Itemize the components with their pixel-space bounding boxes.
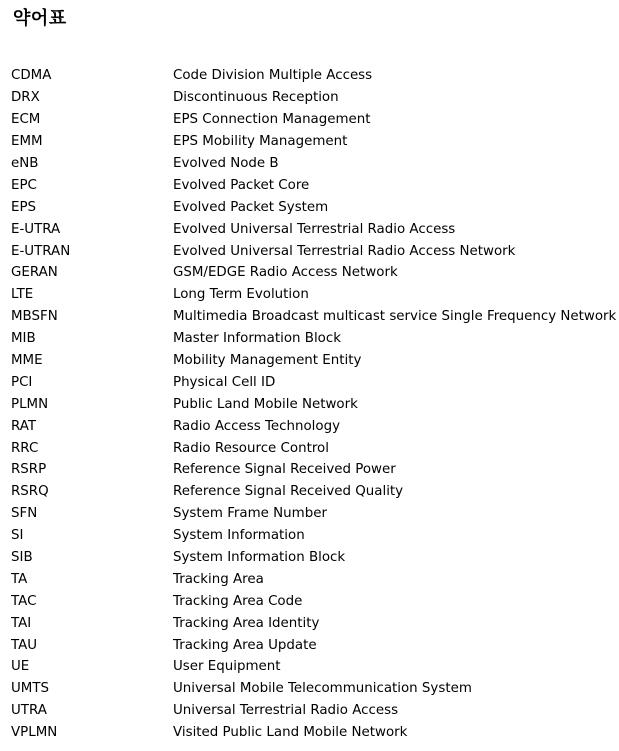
abbreviation-term: EPS	[11, 199, 37, 215]
abbreviation-term: ECM	[11, 112, 41, 128]
abbreviation-term: E-UTRA	[11, 221, 61, 237]
abbreviation-row	[11, 65, 615, 87]
abbreviation-definition: Master Information Block	[173, 331, 341, 347]
abbreviation-row	[11, 612, 615, 634]
abbreviation-term: UMTS	[11, 681, 50, 697]
abbreviation-term: EMM	[11, 134, 43, 150]
abbreviation-definition: Radio Access Technology	[173, 418, 340, 434]
abbreviation-term: UE	[11, 659, 30, 675]
abbreviation-term: RAT	[11, 418, 37, 434]
abbreviation-definition: Evolved Packet System	[173, 199, 329, 215]
abbreviation-term: MME	[11, 353, 43, 369]
abbreviation-row	[11, 218, 615, 240]
abbreviation-term: TAI	[11, 615, 32, 631]
abbreviation-row	[11, 350, 615, 372]
abbreviation-definition: Visited Public Land Mobile Network	[173, 725, 408, 741]
abbreviation-definition: Code Division Multiple Access	[173, 68, 373, 84]
abbreviation-term: PCI	[11, 374, 33, 390]
abbreviation-term: LTE	[11, 287, 34, 303]
abbreviation-term: VPLMN	[11, 725, 58, 741]
abbreviation-term: PLMN	[11, 396, 49, 412]
abbreviation-definition: Tracking Area Code	[173, 593, 303, 609]
abbreviation-row	[11, 459, 615, 481]
abbreviation-definition: Reference Signal Received Quality	[173, 484, 404, 500]
abbreviation-term: GERAN	[11, 265, 58, 281]
abbreviation-row	[11, 656, 615, 678]
abbreviation-definition: GSM/EDGE Radio Access Network	[173, 265, 398, 281]
abbreviation-term: MIB	[11, 331, 36, 347]
abbreviation-definition: System Frame Number	[173, 506, 327, 522]
abbreviation-row	[11, 153, 615, 175]
abbreviation-term: CDMA	[11, 68, 52, 84]
abbreviation-row	[11, 634, 615, 656]
abbreviation-definition: EPS Connection Management	[173, 112, 371, 128]
abbreviation-table	[11, 65, 615, 744]
abbreviation-row	[11, 131, 615, 153]
abbreviation-term: TA	[11, 571, 28, 587]
abbreviation-row	[11, 415, 615, 437]
abbreviation-definition: EPS Mobility Management	[173, 134, 348, 150]
abbreviation-term: E-UTRAN	[11, 243, 71, 259]
abbreviation-row	[11, 240, 615, 262]
abbreviation-term: TAU	[11, 637, 38, 653]
abbreviation-definition: Radio Resource Control	[173, 440, 329, 456]
abbreviation-row	[11, 481, 615, 503]
abbreviation-term: SIB	[11, 550, 33, 566]
abbreviation-row	[11, 371, 615, 393]
abbreviation-term: MBSFN	[11, 309, 58, 325]
abbreviation-definition: Evolved Universal Terrestrial Radio Access Network	[173, 243, 516, 259]
abbreviation-term: RSRQ	[11, 484, 49, 500]
abbreviation-row	[11, 547, 615, 569]
abbreviation-term: RRC	[11, 440, 39, 456]
abbreviation-row	[11, 174, 615, 196]
abbreviation-row	[11, 328, 615, 350]
abbreviation-term: eNB	[11, 156, 39, 171]
abbreviation-definition: Tracking Area	[173, 571, 264, 587]
abbreviation-row	[11, 262, 615, 284]
abbreviation-row	[11, 437, 615, 459]
abbreviation-term: EPC	[11, 177, 37, 193]
abbreviation-row	[11, 87, 615, 109]
abbreviation-row	[11, 393, 615, 415]
abbreviation-definition: Reference Signal Received Power	[173, 462, 396, 478]
abbreviation-row	[11, 525, 615, 547]
abbreviation-definition: Universal Mobile Telecommunication System	[173, 681, 472, 697]
abbreviation-term: RSRP	[11, 462, 47, 478]
abbreviation-definition: Discontinuous Reception	[173, 90, 339, 106]
abbreviation-definition: Evolved Node B	[173, 156, 279, 171]
abbreviation-definition: User Equipment	[173, 659, 281, 675]
abbreviation-definition: Public Land Mobile Network	[173, 396, 358, 412]
abbreviation-definition: Tracking Area Identity	[173, 615, 320, 631]
abbreviation-definition: Evolved Packet Core	[173, 177, 310, 193]
abbreviation-definition: System Information Block	[173, 550, 346, 566]
abbreviation-row	[11, 722, 615, 744]
abbreviation-term: TAC	[11, 593, 37, 609]
abbreviation-definition: Physical Cell ID	[173, 374, 276, 390]
abbreviation-term: DRX	[11, 90, 40, 106]
abbreviation-definition: Evolved Universal Terrestrial Radio Access	[173, 221, 456, 237]
abbreviation-row	[11, 306, 615, 328]
abbreviation-definition: Long Term Evolution	[173, 287, 309, 303]
abbreviation-definition: System Information	[173, 528, 305, 544]
abbreviation-definition: Tracking Area Update	[173, 637, 317, 653]
abbreviation-definition: Multimedia Broadcast multicast service Single Frequency Network	[173, 309, 617, 325]
abbreviation-term: UTRA	[11, 703, 47, 719]
abbreviation-row	[11, 284, 615, 306]
abbreviation-row	[11, 700, 615, 722]
abbreviation-definition: Mobility Management Entity	[173, 353, 362, 369]
abbreviation-row	[11, 590, 615, 612]
abbreviation-definition: Universal Terrestrial Radio Access	[173, 703, 399, 719]
abbreviation-row	[11, 568, 615, 590]
abbreviation-term: SFN	[11, 506, 38, 522]
abbreviation-row	[11, 196, 615, 218]
abbreviation-row	[11, 503, 615, 525]
page-title: 약어표	[13, 8, 67, 29]
abbreviation-term: SI	[11, 528, 24, 544]
abbreviation-row	[11, 678, 615, 700]
abbreviation-row	[11, 109, 615, 131]
